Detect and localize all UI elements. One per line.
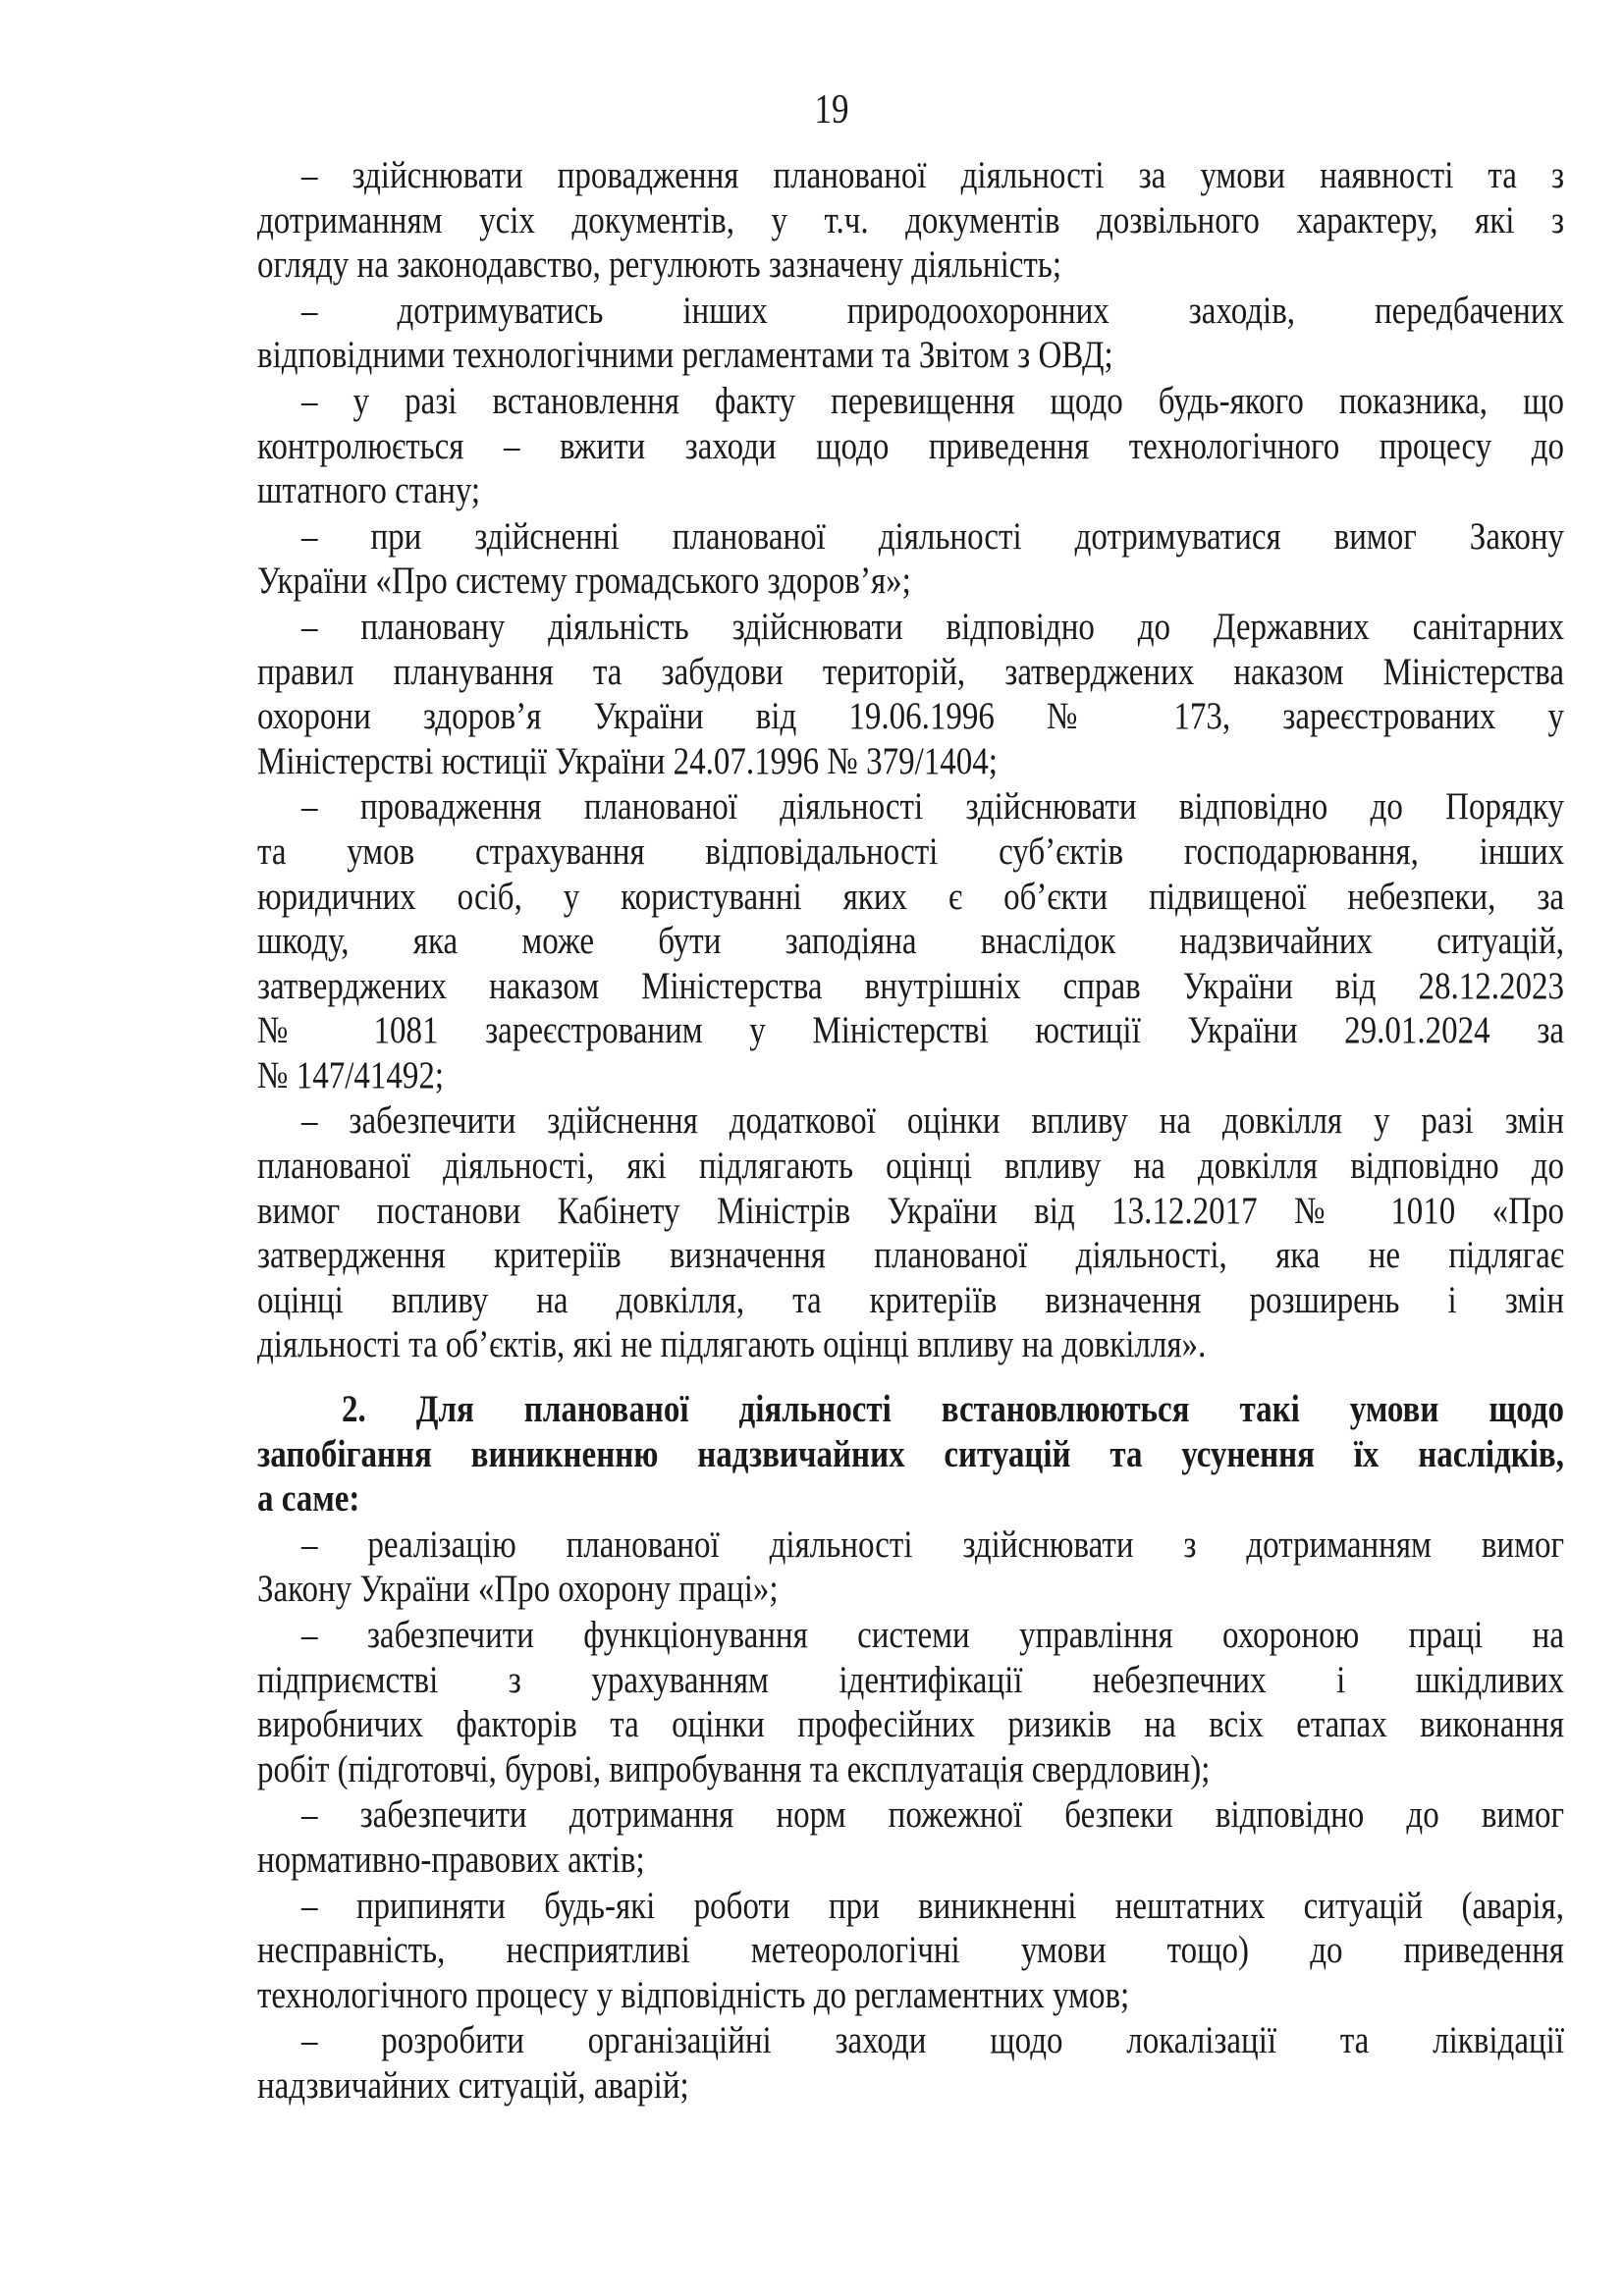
text-line: правил планування та забудови територій, затверджених наказом Міністерства	[257, 651, 1564, 693]
text-line: відповідними технологічними регламентами та Звітом з ОВД;	[257, 335, 1113, 377]
text-line: – забезпечити дотримання норм пожежної безпеки відповідно до вимог	[301, 1794, 1564, 1837]
text-line: огляду на законодавство, регулюють зазначену діяльність;	[257, 243, 1062, 287]
text-line: оцінці впливу на довкілля, та критеріїв визначення розширень і змін	[257, 1279, 1564, 1322]
list-item	[257, 1615, 1564, 1793]
text-line: – при здійсненні планованої діяльності дотримуватися вимог Закону	[301, 515, 1564, 559]
text-line: технологічного процесу у відповідність до регламентних умов;	[257, 1974, 1130, 2017]
text-line: а саме:	[257, 1478, 360, 1521]
text-line: виробничих факторів та оцінки професійних ризиків на всіх етапах виконання	[257, 1703, 1564, 1746]
text-line: та умов страхування відповідальності суб’єктів господарювання, інших	[257, 830, 1564, 874]
text-line: підприємстві з урахуванням ідентифікації небезпечних і шкідливих	[257, 1659, 1564, 1701]
text-line: шкоду, яка може бути заподіяна внаслідок надзвичайних ситуацій,	[257, 920, 1564, 963]
list-item	[257, 1100, 1564, 1369]
section-heading	[257, 1389, 1564, 1523]
list-item	[257, 1794, 1564, 1884]
text-line: Закону України «Про охорону праці»;	[257, 1569, 779, 1611]
text-line: – реалізацію планованої діяльності здійснювати з дотриманням вимог	[301, 1523, 1564, 1567]
text-line: № 147/41492;	[257, 1054, 445, 1097]
text-line: несправність, несприятливі метеорологічні умови тощо) до приведення	[257, 1929, 1564, 1972]
text-line: – забезпечити функціонування системи управління охороною праці на	[301, 1614, 1564, 1657]
text-line: контролюється – вжити заходи щодо приведення технологічного процесу до	[257, 425, 1564, 467]
list-item	[257, 786, 1564, 1099]
text-line: планованої діяльності, які підлягають оцінці впливу на довкілля відповідно до	[257, 1145, 1564, 1188]
text-line: – дотримуватись інших природоохоронних заходів, передбачених	[301, 290, 1564, 333]
document-body	[257, 155, 1564, 2111]
list-item	[257, 1886, 1564, 2020]
list-item	[257, 155, 1564, 290]
list-item	[257, 516, 1564, 606]
text-line: – припиняти будь-які роботи при виникненні нештатних ситуацій (аварія,	[301, 1885, 1564, 1927]
list-item	[257, 291, 1564, 380]
text-line: – провадження планованої діяльності здійснювати відповідно до Порядку	[301, 786, 1564, 828]
text-line: 2. Для планованої діяльності встановлюються такі умови щодо	[342, 1388, 1564, 1431]
text-line: Міністерстві юстиції України 24.07.1996 № 379/1404;	[257, 740, 998, 782]
text-line: затвердження критеріїв визначення планованої діяльності, яка не підлягає	[257, 1235, 1564, 1277]
text-line: № 1081 зареєстрованим у Міністерстві юстиції України 29.01.2024 за	[257, 1010, 1564, 1052]
text-line: – розробити організаційні заходи щодо локалізації та ліквідації	[301, 2020, 1564, 2062]
text-line: – у разі встановлення факту перевищення щодо будь-якого показника, що	[301, 380, 1564, 423]
list-item	[257, 607, 1564, 785]
text-line: дотриманням усіх документів, у т.ч. документів дозвільного характеру, які з	[257, 199, 1564, 241]
text-line: – забезпечити здійснення додаткової оцінки впливу на довкілля у разі змін	[301, 1100, 1564, 1143]
text-line: вимог постанови Кабінету Міністрів України від 13.12.2017 № 1010 «Про	[257, 1190, 1564, 1232]
text-line: України «Про систему громадського здоров’я»;	[257, 561, 911, 603]
page-number: 19	[814, 86, 849, 133]
text-line: запобігання виникненню надзвичайних ситуацій та усунення їх наслідків,	[257, 1433, 1564, 1475]
text-line: – плановану діяльність здійснювати відповідно до Державних санітарних	[301, 606, 1564, 649]
text-line: робіт (підготовчі, бурові, випробування та експлуатація свердловин);	[257, 1748, 1211, 1791]
text-line: охорони здоров’я України від 19.06.1996 № 173, зареєстрованих у	[257, 695, 1564, 738]
text-line: надзвичайних ситуацій, аварій;	[257, 2064, 689, 2108]
list-item	[257, 1524, 1564, 1614]
text-line: затверджених наказом Міністерства внутрішніх справ України від 28.12.2023	[257, 965, 1564, 1007]
list-item	[257, 2020, 1564, 2109]
text-line: нормативно-правових актів;	[257, 1839, 645, 1882]
list-item	[257, 381, 1564, 515]
text-line: юридичних осіб, у користуванні яких є об’єкти підвищеної небезпеки, за	[257, 876, 1564, 918]
text-line: штатного стану;	[257, 469, 481, 512]
text-line: – здійснювати провадження планованої діяльності за умови наявності та з	[301, 154, 1564, 197]
text-line: діяльності та об’єктів, які не підлягають оцінці впливу на довкілля».	[257, 1324, 1207, 1366]
